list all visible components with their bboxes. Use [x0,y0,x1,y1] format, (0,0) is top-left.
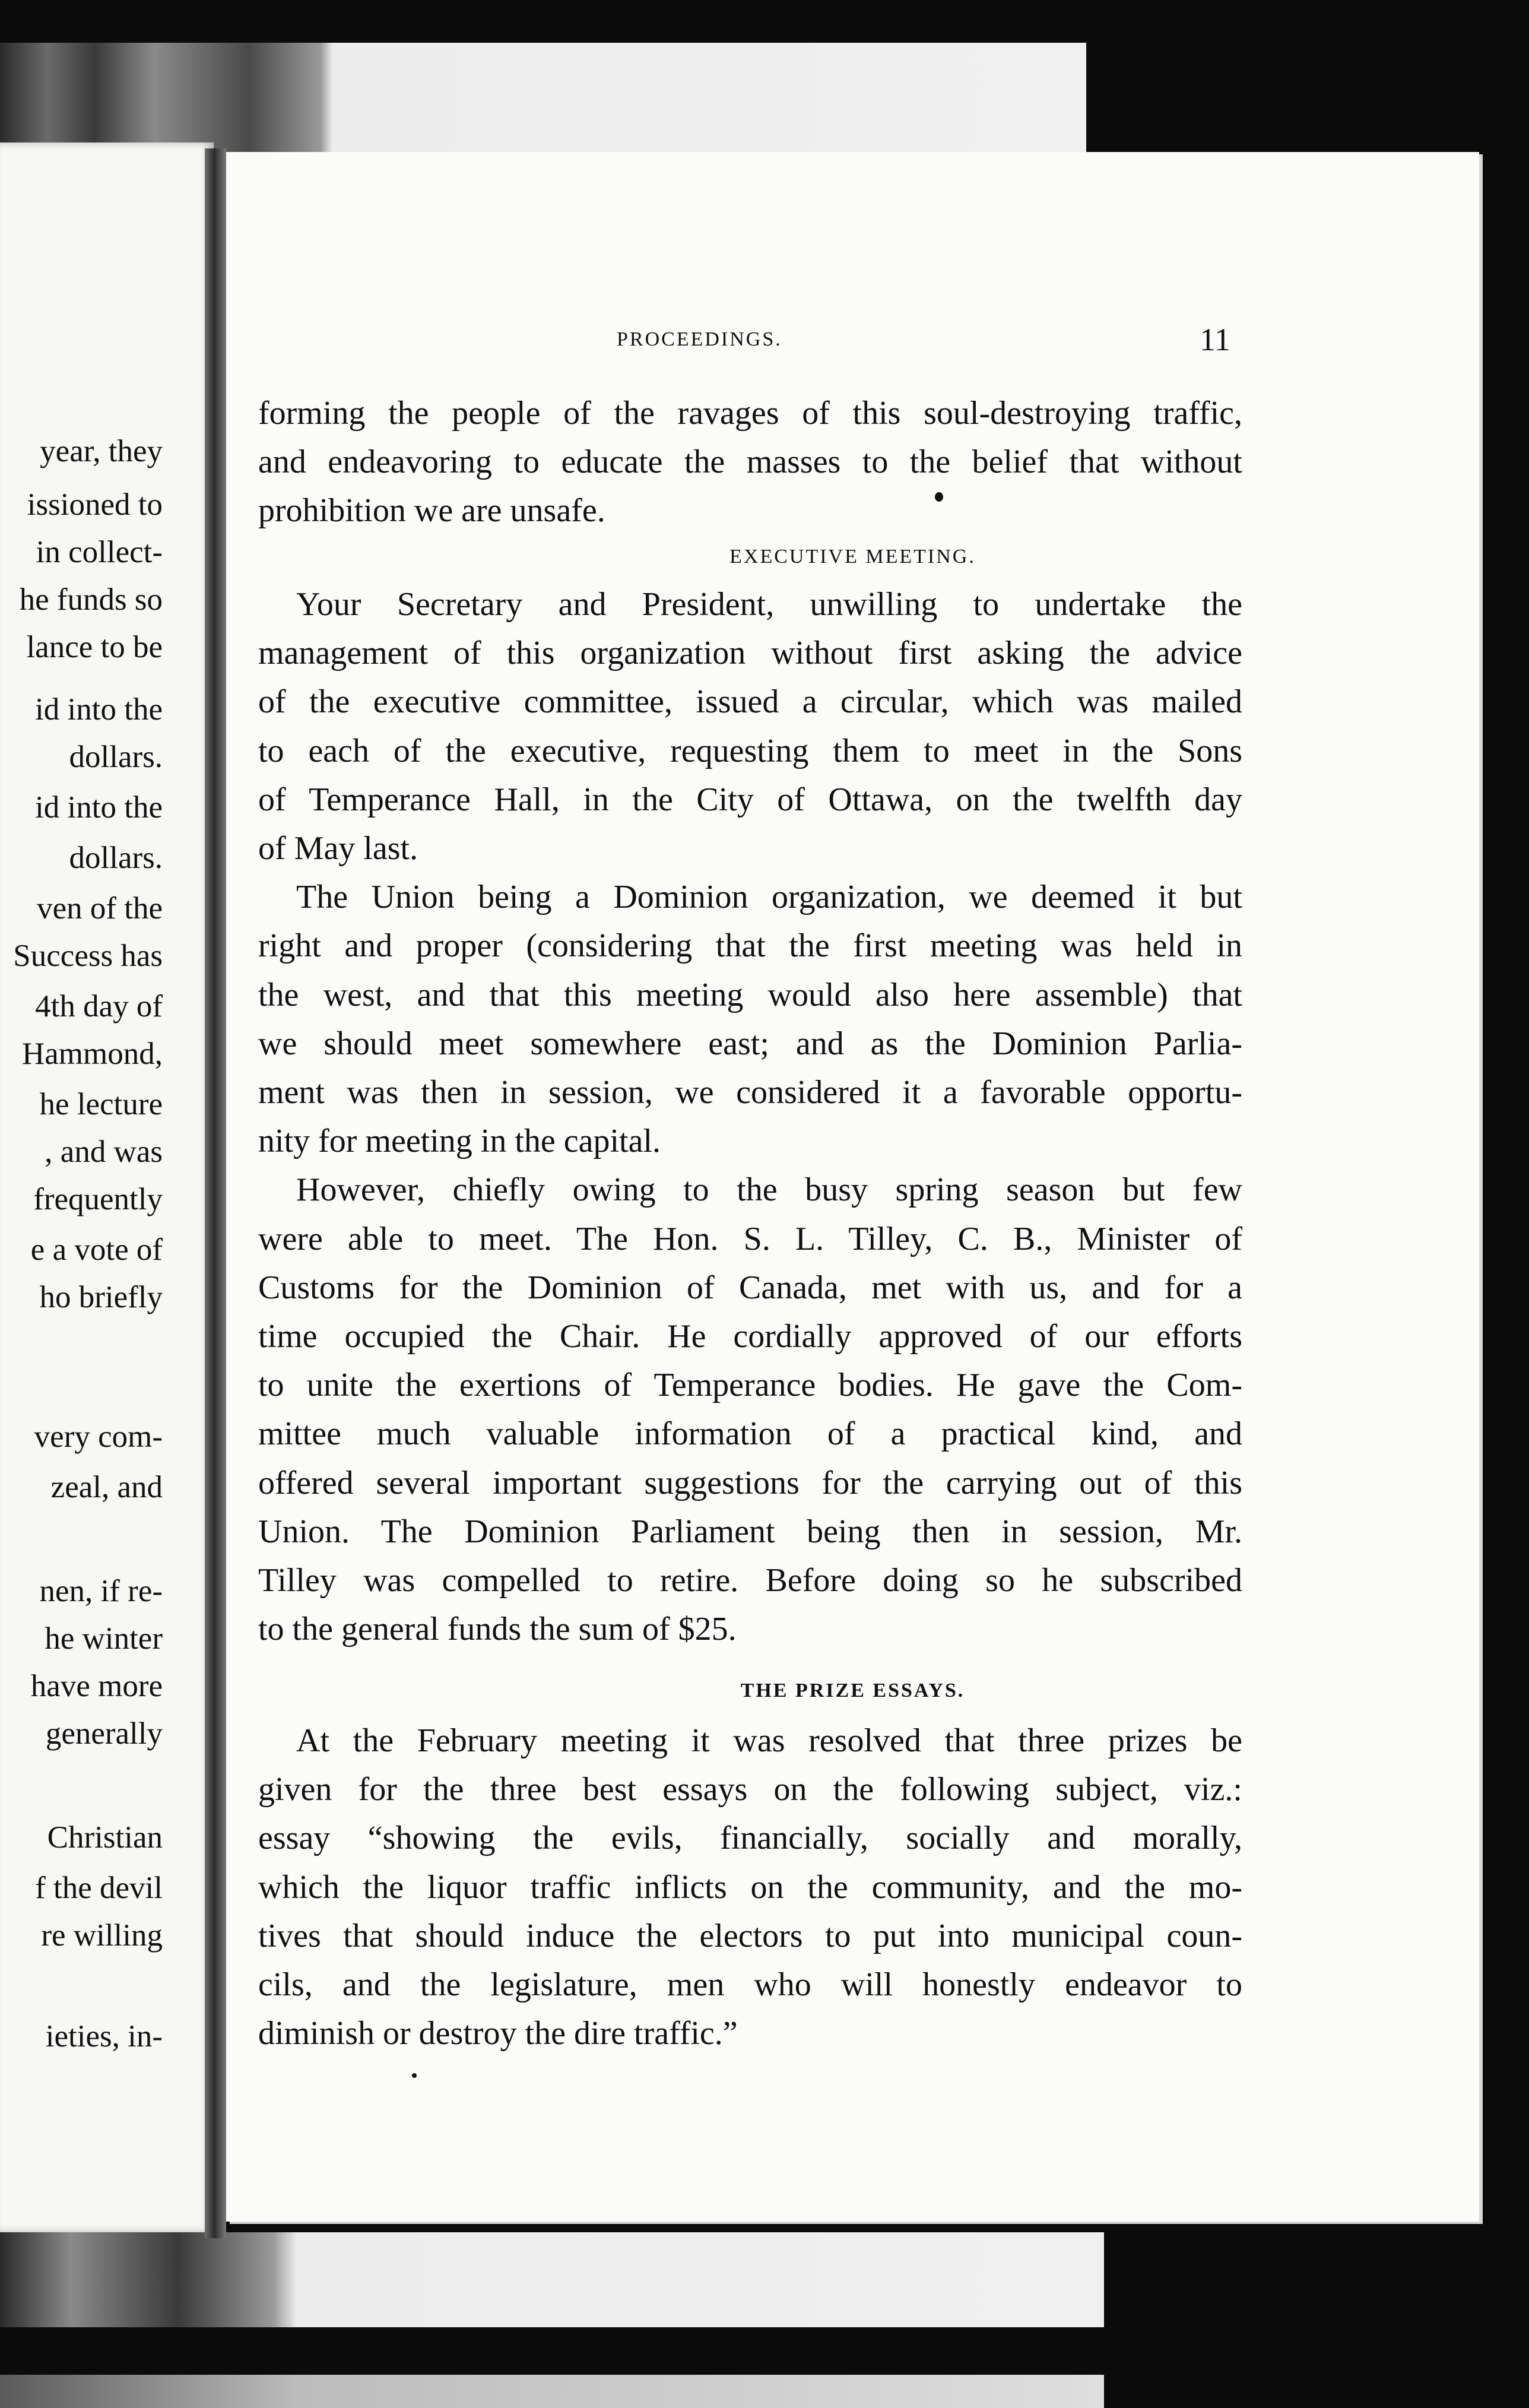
facing-page-line: nen, if re- [39,1574,163,1608]
facing-page-line: dollars. [69,841,163,875]
book-page-11 [226,152,1479,2222]
facing-page-line: dollars. [69,740,163,774]
facing-page-line: have more [30,1669,163,1703]
body-text-line: tives that should induce the electors to put into municipal coun- [258,1917,1242,1954]
facing-page-line: he winter [45,1621,163,1656]
body-text-line: the west, and that this meeting would also here assemble) that [258,976,1242,1013]
body-text-line: of May last. [258,830,418,867]
facing-page-line: frequently [33,1182,163,1216]
body-text-line: diminish or destroy the dire traffic.” [258,2015,738,2052]
body-text-line: The Union being a Dominion organization, we deemed it but [296,879,1242,916]
body-text-line: right and proper (considering that the first meeting was held in [258,927,1242,965]
facing-page-line: lance to be [26,630,163,664]
body-text-line: essay “showing the evils, financially, socially and morally, [258,1820,1242,1857]
body-text-line: were able to meet. The Hon. S. L. Tilley, C. B., Minister of [258,1220,1242,1257]
body-text-line: However, chiefly owing to the busy spring season but few [296,1171,1242,1209]
body-text-line: management of this organization without first asking the advice [258,635,1242,672]
body-text-line: of Temperance Hall, in the City of Ottawa, on the twelfth day [258,781,1242,818]
facing-page-line: id into the [35,790,163,825]
body-text-line: Tilley was compelled to retire. Before doing so he subscribed [258,1562,1242,1599]
section-heading-prize-essays: THE PRIZE ESSAYS. [740,1680,965,1702]
facing-page-line: ven of the [37,891,163,926]
facing-page-line: , and was [45,1135,163,1169]
facing-page-line: ho briefly [39,1280,163,1314]
facing-page-line: ieties, in- [45,2019,163,2054]
facing-page-line: f the devil [35,1871,163,1905]
body-text-line: prohibition we are unsafe. [258,492,605,530]
facing-page-line: he funds so [19,582,163,617]
facing-page-line: year, they [40,434,163,468]
body-text-line: time occupied the Chair. He cordially approved of our efforts [258,1318,1242,1355]
facing-page-line: Christian [47,1820,163,1855]
facing-page-line: generally [45,1716,163,1751]
body-text-line: ment was then in session, we considered it a favorable opportu- [258,1074,1242,1111]
book-gutter [205,148,226,2238]
body-text-line: of the executive committee, issued a circular, which was mailed [258,683,1242,721]
body-text-line: to unite the exertions of Temperance bodies. He gave the Com- [258,1367,1242,1404]
body-text-line: to each of the executive, requesting them to meet in the Sons [258,732,1242,769]
body-text-line: At the February meeting it was resolved that three prizes be [296,1722,1242,1759]
film-strip-bottom [0,2232,1104,2327]
body-text-line: nity for meeting in the capital. [258,1123,661,1160]
running-head: PROCEEDINGS. [617,328,782,350]
body-text-line: cils, and the legislature, men who will honestly endeavor to [258,1966,1242,2003]
facing-page-line: very com- [34,1420,163,1454]
film-strip-bottom-edge [0,2375,1104,2408]
facing-page-line: issioned to [27,487,163,522]
body-text-line: Union. The Dominion Parliament being then in session, Mr. [258,1513,1242,1550]
facing-page-line: Hammond, [22,1037,163,1071]
facing-page-line: he lecture [39,1087,163,1121]
body-text-line: we should meet somewhere east; and as the Dominion Parlia- [258,1025,1242,1062]
page-number: 11 [1200,322,1230,357]
facing-page-line: id into the [35,692,163,727]
body-text-line: and endeavoring to educate the masses to the belief that without [258,443,1242,481]
facing-page-line: Success has [13,939,163,973]
facing-page-line: zeal, and [50,1470,163,1504]
body-text-line: given for the three best essays on the following subject, viz.: [258,1771,1242,1808]
body-text-line: which the liquor traffic inflicts on the community, and the mo- [258,1868,1242,1906]
section-heading-executive-meeting: EXECUTIVE MEETING. [729,546,976,568]
body-text-line: Your Secretary and President, unwilling to undertake the [296,586,1242,623]
body-text-line: forming the people of the ravages of this soul-destroying traffic, [258,395,1242,432]
facing-page-line: re willing [41,1918,163,1953]
body-text-line: Customs for the Dominion of Canada, met with us, and for a [258,1269,1242,1306]
body-text-line: offered several important suggestions for the carrying out of this [258,1464,1242,1501]
film-strip-top [0,43,1086,156]
facing-page-line: in collect- [36,535,163,569]
body-text-line: mittee much valuable information of a practical kind, and [258,1415,1242,1453]
ink-speck [412,2073,417,2078]
facing-page-line: 4th day of [35,989,163,1024]
facing-page-left [0,142,214,2232]
body-text-line: to the general funds the sum of $25. [258,1611,737,1648]
facing-page-line: e a vote of [30,1232,163,1267]
